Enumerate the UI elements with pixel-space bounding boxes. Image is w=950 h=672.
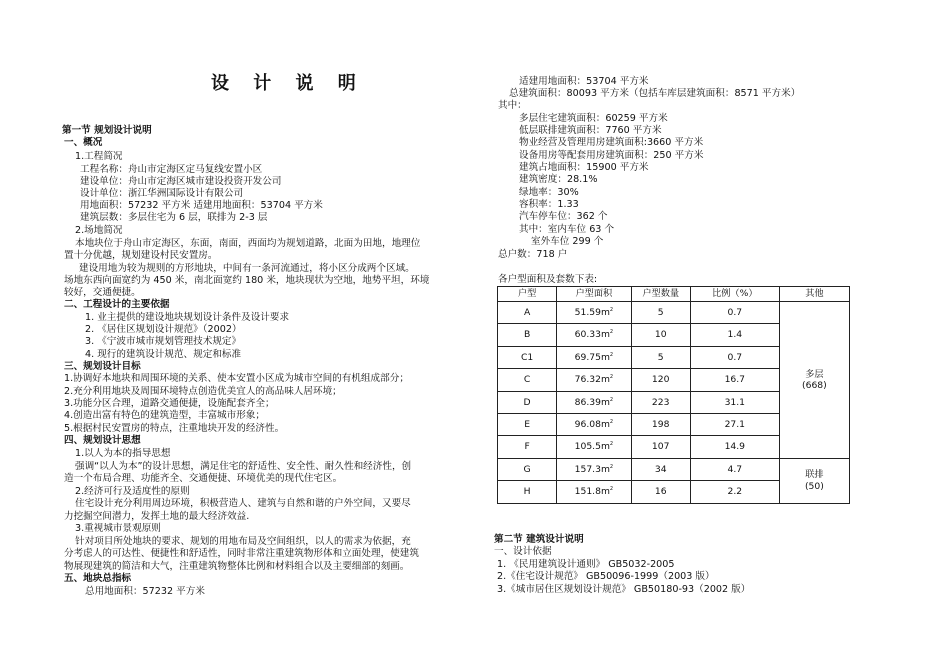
section-1-heading: 第一节 规划设计说明 xyxy=(62,125,152,136)
superscript: 2 xyxy=(609,463,614,470)
cell-type: A xyxy=(498,302,557,324)
table-caption: 各户型面积及套数下表: xyxy=(498,274,598,285)
cell-area: $76.32m^2$ xyxy=(557,369,631,391)
thinking-2-text-a: 住宅设计充分利用周边环境，积极营造人、建筑与自然和谐的户外空间，又要尽 xyxy=(75,498,411,509)
cell-area: $69.75m^2$ xyxy=(557,346,631,368)
site-paragraph-1b: 置十分优越，规划建设村民安置房。 xyxy=(64,250,218,261)
header-count: 户型数量 xyxy=(631,287,690,302)
code-item-2: 2.《住宅设计规范》 GB50096-1999（2003 版） xyxy=(497,571,715,582)
total-land-area: 总用地面积：57232 平方米 xyxy=(85,586,205,597)
cell-ratio: 0.7 xyxy=(690,346,779,368)
indicator-equipment: 设备用房等配套用房建筑面积：250 平方米 xyxy=(519,150,704,161)
cell-area: $51.59m^2$ xyxy=(557,302,631,324)
goal-2: 2.充分利用地块及周围环境特点创造优美宜人的高品味人居环境； xyxy=(64,386,342,397)
indicator-green-ratio: 绿地率：30% xyxy=(519,187,579,198)
indicator-households: 总户数：718 户 xyxy=(498,249,568,260)
project-floors: 建筑层数：多层住宅为 6 层，联排为 2-3 层 xyxy=(80,212,268,223)
section-2-heading: 第二节 建筑设计说明 xyxy=(494,534,584,545)
cell-type: G xyxy=(498,458,557,480)
cell-type: B xyxy=(498,324,557,346)
cell-area: $105.5m^2$ xyxy=(557,436,631,458)
cell-area: $151.8m^2$ xyxy=(557,481,631,503)
thinking-1-text-a: 强调“以人为本”的设计思想，满足住宅的舒适性、安全性、耐久性和经济性，创 xyxy=(75,461,412,472)
cell-type: E xyxy=(498,413,557,435)
site-paragraph-2a: 建设用地为较为规则的方形地块，中间有一条河流通过，将小区分成两个区域。 xyxy=(79,263,415,274)
page-title: 设 计 说 明 xyxy=(211,73,365,94)
cell-area: $157.3m^2$ xyxy=(557,458,631,480)
indicator-footprint: 建筑占地面积：15900 平方米 xyxy=(519,162,649,173)
superscript: 2 xyxy=(609,307,614,314)
indicator-property: 物业经营及管理用房建筑面积:3660 平方米 xyxy=(519,137,704,148)
table-header-row xyxy=(498,287,850,302)
of-which-label: 其中： xyxy=(498,100,527,111)
superscript: 2 xyxy=(609,329,614,336)
cell-count: 10 xyxy=(631,324,690,346)
goal-3: 3.功能分区合理，道路交通便捷，设施配套齐全； xyxy=(64,398,275,409)
heading-design-basis: 一、设计依据 xyxy=(494,546,552,557)
cell-type: F xyxy=(498,436,557,458)
heading-goals: 三、规划设计目标 xyxy=(64,361,141,372)
unit-type-table xyxy=(497,286,850,504)
indicator-indoor-parking: 其中：室内车位 63 个 xyxy=(519,224,615,235)
total-floor-area: 总建筑面积：80093 平方米（包括车库层建筑面积：8571 平方米） xyxy=(509,88,801,99)
project-name: 工程名称：舟山市定海区定马复线安置小区 xyxy=(80,164,263,175)
superscript: 2 xyxy=(609,396,614,403)
cell-count: 120 xyxy=(631,369,690,391)
usable-land-area: 适建用地面积：53704 平方米 xyxy=(519,76,649,87)
heading-basis: 二、工程设计的主要依据 xyxy=(64,299,170,310)
basis-item-4: 4. 现行的建筑设计规范、规定和标准 xyxy=(85,349,242,360)
heading-thinking: 四、规划设计思想 xyxy=(64,435,141,446)
cell-ratio: 16.7 xyxy=(690,369,779,391)
indicator-multistory: 多层住宅建筑面积：60259 平方米 xyxy=(519,113,668,124)
header-ratio: 比例（%） xyxy=(690,287,779,302)
cell-ratio: 14.9 xyxy=(690,436,779,458)
thinking-3-text-a: 针对项目所处地块的要求、规划的用地布局及空间组织，以人的需求为依据，充 xyxy=(75,536,411,547)
thinking-1-text-b: 造一个布局合理、功能齐全、交通便捷、环境优美的现代住宅区。 xyxy=(64,473,343,484)
cell-area: $96.08m^2$ xyxy=(557,413,631,435)
cell-count: 198 xyxy=(631,413,690,435)
cell-ratio: 0.7 xyxy=(690,302,779,324)
cell-count: 223 xyxy=(631,391,690,413)
table-row xyxy=(498,458,850,480)
cell-count: 5 xyxy=(631,302,690,324)
superscript: 2 xyxy=(609,351,614,358)
project-builder: 建设单位：舟山市定海区城市建设投资开发公司 xyxy=(80,176,282,187)
cell-count: 34 xyxy=(631,458,690,480)
code-item-1: 1. 《民用建筑设计通则》 GB5032-2005 xyxy=(497,559,675,570)
thinking-3-text-b: 分考虑人的可达性、便捷性和舒适性，同时非常注重建筑物形体和立面处理，使建筑 xyxy=(64,548,419,559)
site-paragraph-2c: 较好，交通便捷。 xyxy=(64,287,141,298)
cell-type: H xyxy=(498,481,557,503)
subheading-project: 1.工程简况 xyxy=(75,151,123,162)
site-paragraph-2b: 场地东西向面宽约为 450 米，南北面宽约 180 米，地块现状为空地，地势平坦，环境 xyxy=(64,275,430,286)
cell-ratio: 27.1 xyxy=(690,413,779,435)
basis-item-1: 1. 业主提供的建设地块规划设计条件及设计要求 xyxy=(85,312,290,323)
header-area: 户型面积 xyxy=(557,287,631,302)
cell-type: C1 xyxy=(498,346,557,368)
indicator-density: 建筑密度：28.1% xyxy=(519,174,598,185)
table-row xyxy=(498,302,850,324)
indicator-far: 容积率：1.33 xyxy=(519,199,579,210)
indicator-outdoor-parking: 室外车位 299 个 xyxy=(531,236,604,247)
thinking-1-title: 1.以人为本的指导思想 xyxy=(75,448,171,459)
thinking-3-title: 3.重视城市景观原则 xyxy=(75,523,161,534)
goal-4: 4.创造出富有特色的建筑造型，丰富城市形象； xyxy=(64,410,266,421)
header-other: 其他 xyxy=(779,287,849,302)
subheading-site: 2.场地简况 xyxy=(75,225,123,236)
heading-overview: 一、概况 xyxy=(64,137,103,148)
thinking-3-text-c: 物展现建筑的简洁和大气，注重建筑物整体比例和材料组合以及主要细部的刻画。 xyxy=(64,561,410,572)
cell-other-townhouse: 联排 (50) xyxy=(779,458,849,503)
superscript: 2 xyxy=(609,441,614,448)
project-area: 用地面积：57232 平方米 适建用地面积：53704 平方米 xyxy=(80,200,323,211)
cell-area: $86.39m^2$ xyxy=(557,391,631,413)
thinking-2-text-b: 力挖掘空间潜力，发挥土地的最大经济效益. xyxy=(64,511,250,522)
cell-area: $60.33m^2$ xyxy=(557,324,631,346)
cell-ratio: 2.2 xyxy=(690,481,779,503)
thinking-2-title: 2.经济可行及适度性的原则 xyxy=(75,486,190,497)
superscript: 2 xyxy=(609,418,614,425)
goal-5: 5.根据村民安置房的特点，注重地块开发的经济性。 xyxy=(64,423,285,434)
header-type: 户型 xyxy=(498,287,557,302)
goal-1: 1.协调好本地块和周围环境的关系、使本安置小区成为城市空间的有机组成部分； xyxy=(64,373,409,384)
basis-item-2: 2. 《居住区规划设计规范》（2002） xyxy=(85,324,242,335)
project-designer: 设计单位：浙江华洲国际设计有限公司 xyxy=(80,188,244,199)
cell-type: D xyxy=(498,391,557,413)
heading-indicators: 五、地块总指标 xyxy=(64,573,132,584)
cell-ratio: 31.1 xyxy=(690,391,779,413)
indicator-townhouse: 低层联排建筑面积：7760 平方米 xyxy=(519,125,662,136)
superscript: 2 xyxy=(609,374,614,381)
indicator-parking: 汽车停车位：362 个 xyxy=(519,211,608,222)
cell-type: C xyxy=(498,369,557,391)
cell-other-multistory: 多层 (668) xyxy=(779,302,849,459)
cell-ratio: 1.4 xyxy=(690,324,779,346)
cell-ratio: 4.7 xyxy=(690,458,779,480)
superscript: 2 xyxy=(609,486,614,493)
cell-count: 107 xyxy=(631,436,690,458)
code-item-3: 3.《城市居住区规划设计规范》 GB50180-93（2002 版） xyxy=(497,584,751,595)
site-paragraph-1a: 本地块位于舟山市定海区，东面，南面，西面均为规划道路，北面为田地，地理位 xyxy=(75,238,421,249)
cell-count: 16 xyxy=(631,481,690,503)
cell-count: 5 xyxy=(631,346,690,368)
basis-item-3: 3. 《宁波市城市规划管理技术规定》 xyxy=(85,336,242,347)
